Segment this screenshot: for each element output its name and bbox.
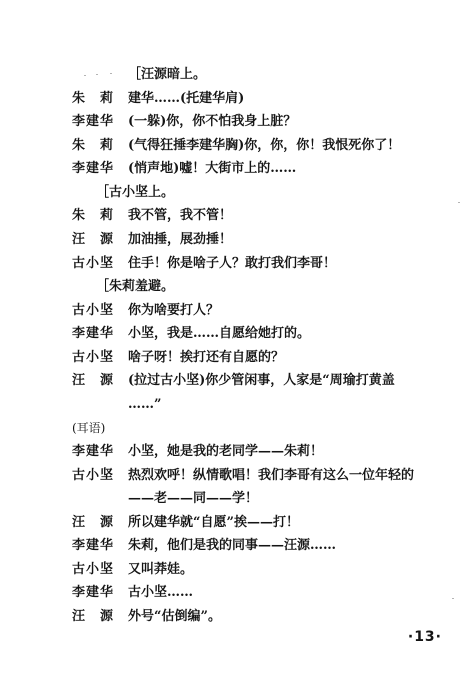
scan-speck bbox=[84, 75, 86, 76]
dialogue-text: (拉过古小坚)你少管闲事，人家是“周瑜打黄盖 bbox=[128, 373, 395, 388]
script-line bbox=[0, 441, 476, 463]
stage-direction: ［古小坚上。 bbox=[96, 185, 175, 200]
speaker-name: 古小坚 bbox=[72, 350, 115, 365]
dialogue-text: 小坚，我是……自愿给她打的。 bbox=[128, 326, 311, 341]
dialogue-continuation: ……” bbox=[128, 397, 162, 412]
script-line bbox=[0, 417, 476, 439]
script-line bbox=[0, 606, 476, 628]
dialogue-text: 所以建华就“自愿”挨——打！ bbox=[128, 515, 299, 530]
script-line bbox=[0, 182, 476, 204]
script-line bbox=[0, 88, 476, 110]
dialogue-text: 你为啥要打人？ bbox=[128, 303, 220, 318]
script-line bbox=[0, 535, 476, 557]
script-line bbox=[0, 111, 476, 133]
speaker-name: 李建华 bbox=[72, 161, 115, 176]
stage-direction: ［朱莉羞避。 bbox=[96, 279, 175, 294]
scan-speck bbox=[110, 73, 112, 74]
dialogue-text: 我不管，我不管！ bbox=[128, 208, 233, 223]
speaker-name: 汪 源 bbox=[72, 515, 115, 530]
script-line bbox=[0, 488, 476, 510]
speaker-name: 朱 莉 bbox=[72, 138, 115, 153]
dialogue-text: 小坚，她是我的老同学——朱莉！ bbox=[128, 444, 324, 459]
stage-direction: ［汪源暗上。 bbox=[128, 67, 207, 82]
script-line bbox=[0, 559, 476, 581]
script-line bbox=[0, 300, 476, 322]
dialogue-text: 住手！你是啥子人？敢打我们李哥！ bbox=[128, 256, 337, 271]
speaker-name: 李建华 bbox=[72, 326, 115, 341]
aside-direction: (耳语) bbox=[72, 421, 106, 435]
dialogue-text: 朱莉，他们是我的同事——汪源…… bbox=[128, 538, 337, 553]
script-line bbox=[0, 394, 476, 416]
script-line bbox=[0, 512, 476, 534]
script-line bbox=[0, 582, 476, 604]
dialogue-text: 啥子呀！挨打还有自愿的？ bbox=[128, 350, 285, 365]
script-line bbox=[0, 276, 476, 298]
script-line bbox=[0, 370, 476, 392]
speaker-name: 汪 源 bbox=[72, 609, 115, 624]
script-line bbox=[0, 229, 476, 251]
dialogue-text: 外号“估倒编”。 bbox=[128, 609, 221, 624]
dialogue-text: 加油捶，展劲捶！ bbox=[128, 232, 233, 247]
page-number: ·13· bbox=[407, 629, 442, 645]
script-line bbox=[0, 64, 476, 86]
script-line bbox=[0, 323, 476, 345]
dialogue-text: (一躲)你，你不怕我身上脏？ bbox=[128, 114, 297, 129]
speaker-name: 李建华 bbox=[72, 114, 115, 129]
script-line bbox=[0, 205, 476, 227]
speaker-name: 古小坚 bbox=[72, 256, 115, 271]
speaker-name: 朱 莉 bbox=[72, 91, 115, 106]
scan-speck bbox=[458, 202, 460, 203]
scan-speck bbox=[96, 74, 98, 75]
speaker-name: 汪 源 bbox=[72, 373, 115, 388]
dialogue-text: 又叫莽娃。 bbox=[128, 562, 194, 577]
script-line bbox=[0, 253, 476, 275]
dialogue-text: 古小坚…… bbox=[128, 585, 194, 600]
speaker-name: 李建华 bbox=[72, 444, 115, 459]
dialogue-continuation: ——老——同——学！ bbox=[128, 491, 259, 506]
dialogue-text: 热烈欢呼！纵情歌唱！我们李哥有这么一位年轻的 bbox=[128, 468, 415, 483]
speaker-name: 古小坚 bbox=[72, 303, 115, 318]
speaker-name: 李建华 bbox=[72, 538, 115, 553]
speaker-name: 朱 莉 bbox=[72, 208, 115, 223]
speaker-name: 汪 源 bbox=[72, 232, 115, 247]
script-line bbox=[0, 135, 476, 157]
script-line bbox=[0, 158, 476, 180]
speaker-name: 古小坚 bbox=[72, 468, 115, 483]
dialogue-text: (气得狂捶李建华胸)你，你，你！我恨死你了！ bbox=[128, 138, 401, 153]
dialogue-text: (悄声地)嘘！大街市上的…… bbox=[128, 161, 297, 176]
dialogue-text: 建华……(托建华肩) bbox=[128, 91, 245, 106]
script-line bbox=[0, 465, 476, 487]
script-line bbox=[0, 347, 476, 369]
speaker-name: 李建华 bbox=[72, 585, 115, 600]
speaker-name: 古小坚 bbox=[72, 562, 115, 577]
scan-speck bbox=[452, 598, 454, 599]
